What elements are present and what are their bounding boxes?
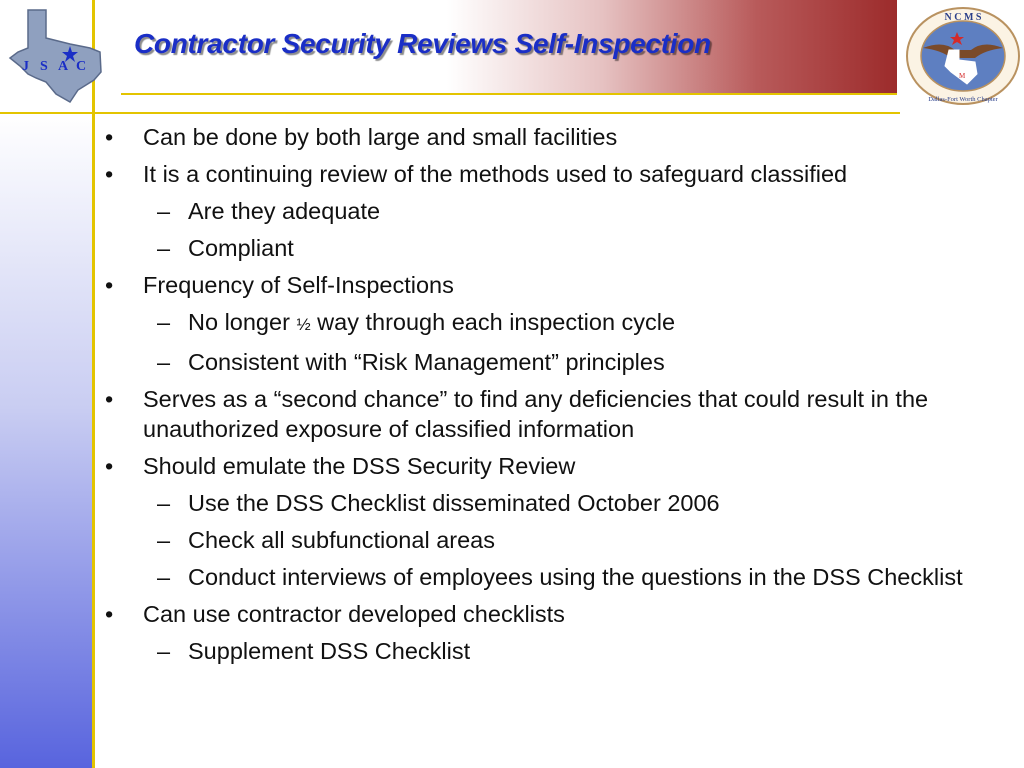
sub-bullet-item bbox=[100, 233, 1015, 263]
logo-letter-c: C bbox=[76, 59, 87, 74]
bullet-item bbox=[100, 451, 1015, 481]
bullet-marker: • bbox=[105, 272, 114, 298]
ncms-chapter-seal bbox=[903, 4, 1023, 108]
header-divider bbox=[0, 112, 900, 114]
sub-bullet-text: Consistent with “Risk Management” principles bbox=[188, 349, 665, 375]
bullet-text: Serves as a “second chance” to find any deficiencies that could result in the unauthorized exposure of classified information bbox=[143, 386, 929, 442]
sub-bullet-text: Check all subfunctional areas bbox=[188, 527, 495, 553]
texas-shape bbox=[10, 10, 101, 102]
sub-bullet-text: Use the DSS Checklist disseminated October 2006 bbox=[188, 490, 720, 516]
bullet-item bbox=[100, 122, 1015, 152]
sub-bullet-item bbox=[100, 562, 1015, 592]
bullet-list bbox=[100, 115, 1015, 666]
sub-bullet-marker: – bbox=[157, 564, 171, 590]
sidebar-divider bbox=[92, 0, 95, 768]
bullet-text: Should emulate the DSS Security Review bbox=[143, 453, 576, 479]
sub-bullet-item bbox=[100, 196, 1015, 226]
bullet-text: Frequency of Self-Inspections bbox=[143, 272, 454, 298]
seal-top-text: N C M S bbox=[944, 12, 982, 23]
bullet-item bbox=[100, 270, 1015, 300]
seal-center-text: M bbox=[959, 72, 966, 80]
bullet-item bbox=[100, 384, 1015, 444]
left-gradient-sidebar bbox=[0, 113, 92, 768]
bullet-text: Can use contractor developed checklists bbox=[143, 601, 565, 627]
sub-bullet-text: Conduct interviews of employees using the questions in the DSS Checklist bbox=[188, 564, 963, 590]
sub-bullet-marker: – bbox=[157, 490, 171, 516]
slide-title: Contractor Security Reviews Self-Inspection bbox=[134, 28, 711, 59]
sub-bullet-text: Compliant bbox=[188, 235, 294, 261]
sub-bullet-item bbox=[100, 488, 1015, 518]
logo-letter-s: S bbox=[40, 59, 48, 74]
sub-bullet-marker: – bbox=[157, 235, 171, 261]
sub-bullet-marker: – bbox=[157, 638, 171, 664]
title-underline bbox=[121, 93, 897, 95]
bullet-marker: • bbox=[105, 453, 114, 479]
sub-bullet-item bbox=[100, 525, 1015, 555]
sub-bullet-marker: – bbox=[157, 309, 171, 335]
half-fraction: ½ bbox=[296, 315, 311, 334]
bullet-text: Can be done by both large and small facilities bbox=[143, 124, 618, 150]
bullet-marker: • bbox=[105, 386, 114, 412]
sub-bullet-marker: – bbox=[157, 349, 171, 375]
bullet-item bbox=[100, 159, 1015, 189]
sub-bullet-text: Are they adequate bbox=[188, 198, 381, 224]
jsac-texas-logo bbox=[6, 8, 106, 104]
sub-bullet-marker: – bbox=[157, 527, 171, 553]
bullet-marker: • bbox=[105, 124, 114, 150]
sub-bullet-item bbox=[100, 347, 1015, 377]
sub-bullet-text-start: No longer bbox=[188, 309, 297, 335]
bullet-text: It is a continuing review of the methods used to safeguard classified bbox=[143, 161, 848, 187]
sub-bullet-text: Supplement DSS Checklist bbox=[188, 638, 471, 664]
sub-bullet-item bbox=[100, 307, 1015, 340]
bullet-marker: • bbox=[105, 601, 114, 627]
sub-bullet-marker: – bbox=[157, 198, 171, 224]
bullet-item bbox=[100, 599, 1015, 629]
logo-letter-a: A bbox=[58, 59, 69, 74]
sub-bullet-text-end: way through each inspection cycle bbox=[310, 309, 676, 335]
sub-bullet-item bbox=[100, 636, 1015, 666]
bullet-marker: • bbox=[105, 161, 114, 187]
seal-bottom-text: Dallas-Fort Worth Chapter bbox=[928, 96, 998, 103]
logo-letter-j: J bbox=[22, 59, 29, 74]
